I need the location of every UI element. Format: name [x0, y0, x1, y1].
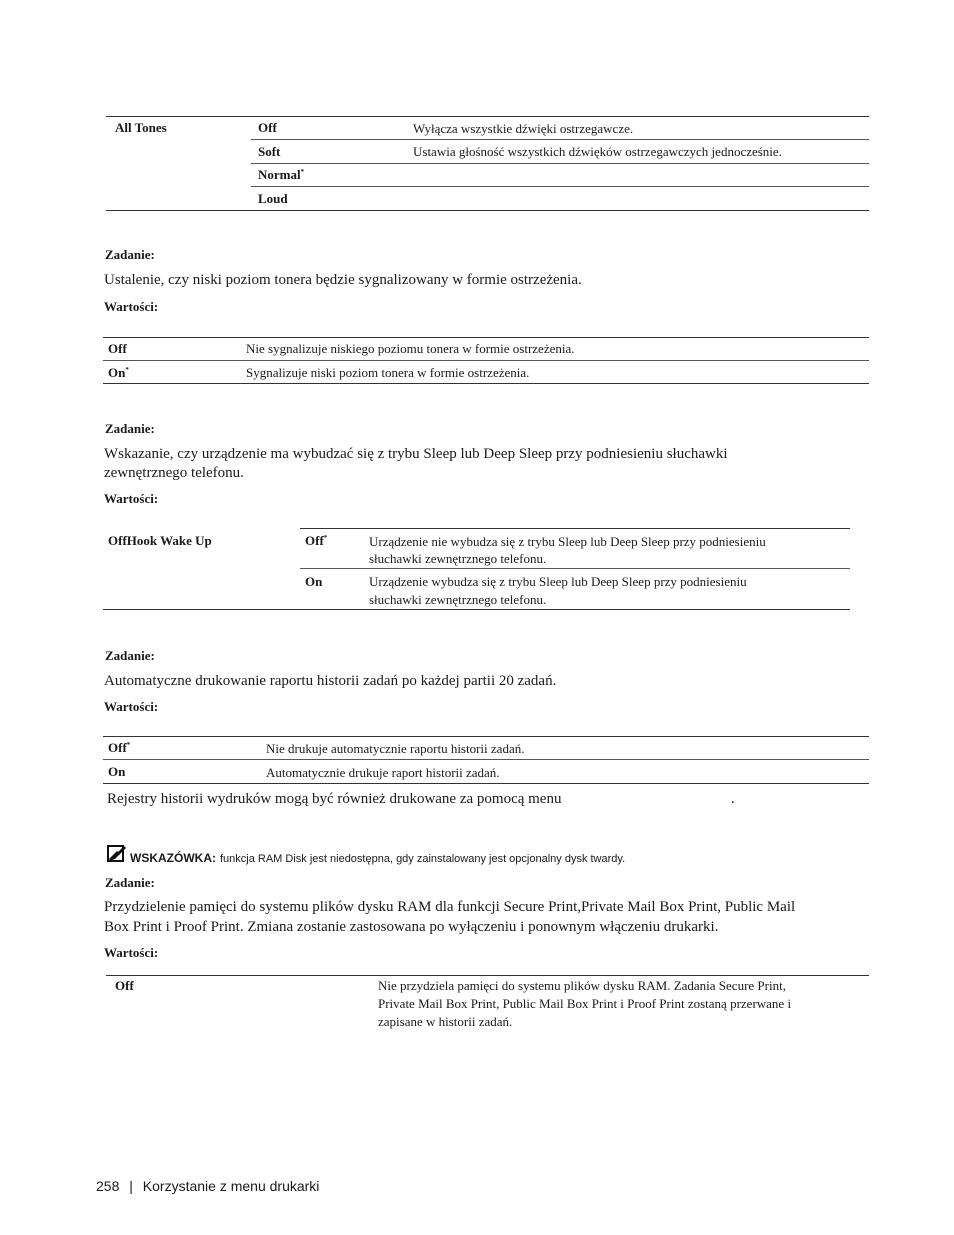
- value-desc: Sygnalizuje niski poziom tonera w formie ostrzeżenia.: [246, 365, 530, 380]
- value-normal: Normal*: [258, 167, 305, 182]
- table-top-rule: [300, 528, 850, 529]
- table-bottom-rule: [103, 383, 869, 384]
- task-text-line-1: Przydzielenie pamięci do systemu plików dysku RAM dla funkcji Secure Print,Private Mail Box Print, Public Mail: [104, 899, 796, 915]
- value-off: Off*: [108, 740, 131, 755]
- value-desc: Wyłącza wszystkie dźwięki ostrzegawcze.: [413, 121, 634, 136]
- value-desc: Nie drukuje automatycznie raportu historii zadań.: [266, 741, 525, 756]
- table-top-rule: [106, 116, 869, 117]
- default-marker: *: [125, 366, 129, 374]
- setting-name: All Tones: [115, 120, 167, 135]
- note-text: funkcja RAM Disk jest niedostępna, gdy zainstalowany jest opcjonalny dysk twardy.: [219, 853, 626, 865]
- table-top-rule: [106, 975, 869, 976]
- task-text: Automatyczne drukowanie raportu historii zadań po każdej partii 20 zadań.: [104, 673, 557, 689]
- row-divider: [251, 139, 869, 140]
- value-off: Off*: [305, 533, 328, 548]
- row-divider: [103, 759, 869, 760]
- after-text: Rejestry historii wydruków mogą być również drukowane za pomocą menu: [107, 791, 562, 807]
- table-bottom-rule: [103, 783, 869, 784]
- value-on: On: [108, 764, 126, 779]
- value-desc-line-2: słuchawki zewnętrznego telefonu.: [369, 551, 547, 566]
- value-desc-line-1: Urządzenie nie wybudza się z trybu Sleep lub Deep Sleep przy podniesieniu: [369, 534, 766, 549]
- value-loud: Loud: [258, 191, 288, 206]
- table-bottom-rule: [103, 609, 850, 610]
- task-label: Zadanie:: [105, 421, 155, 436]
- task-label: Zadanie:: [105, 875, 155, 890]
- row-divider: [251, 186, 869, 187]
- value-desc-line-1: Nie przydziela pamięci do systemu plików dysku RAM. Zadania Secure Print,: [378, 978, 786, 993]
- table-bottom-rule: [106, 210, 869, 211]
- table-top-rule: [103, 337, 869, 338]
- default-marker: *: [323, 534, 328, 542]
- note-label: WSKAZÓWKA:: [130, 851, 216, 865]
- values-label: Wartości:: [104, 945, 159, 960]
- values-label: Wartości:: [104, 491, 159, 506]
- value-off: Off: [108, 341, 127, 356]
- task-text-line-2: zewnętrznego telefonu.: [104, 465, 244, 481]
- value-desc: Ustawia głośność wszystkich dźwięków ostrzegawczych jednocześnie.: [413, 144, 782, 159]
- value-off: Off: [258, 120, 277, 135]
- page-footer: [96, 1178, 319, 1194]
- default-marker: *: [300, 168, 305, 176]
- value-off: Off: [115, 978, 134, 993]
- value-desc-line-3: zapisane w historii zadań.: [378, 1014, 513, 1029]
- table-top-rule: [103, 736, 869, 737]
- after-period: .: [731, 791, 735, 807]
- task-label: Zadanie:: [105, 648, 155, 663]
- value-soft: Soft: [258, 144, 281, 159]
- chapter-title: Korzystanie z menu drukarki: [142, 1178, 320, 1194]
- setting-name: OffHook Wake Up: [108, 533, 212, 548]
- task-label: Zadanie:: [105, 247, 155, 262]
- value-desc: Automatycznie drukuje raport historii zadań.: [266, 765, 500, 780]
- row-divider: [300, 568, 850, 569]
- values-label: Wartości:: [104, 299, 159, 314]
- task-text-line-2: Box Print i Proof Print. Zmiana zostanie zastosowana po wyłączeniu i ponownym włączeniu drukarki.: [104, 919, 719, 935]
- value-desc: Nie sygnalizuje niskiego poziomu tonera w formie ostrzeżenia.: [246, 341, 575, 356]
- value-on: On*: [108, 365, 129, 380]
- task-text: Ustalenie, czy niski poziom tonera będzie sygnalizowany w formie ostrzeżenia.: [104, 272, 582, 288]
- row-divider: [103, 360, 869, 361]
- value-desc-line-1: Urządzenie wybudza się z trybu Sleep lub Deep Sleep przy podniesieniu: [369, 574, 747, 589]
- values-label: Wartości:: [104, 699, 159, 714]
- value-on: On: [305, 574, 323, 589]
- page-number: 258: [96, 1178, 120, 1194]
- task-text-line-1: Wskazanie, czy urządzenie ma wybudzać się z trybu Sleep lub Deep Sleep przy podniesieniu słuchawki: [104, 446, 728, 462]
- row-divider: [251, 163, 869, 164]
- note-content: [130, 849, 625, 867]
- value-desc-line-2: słuchawki zewnętrznego telefonu.: [369, 592, 547, 607]
- footer-separator: |: [129, 1178, 133, 1194]
- value-desc-line-2: Private Mail Box Print, Public Mail Box Print i Proof Print zostaną przerwane i: [378, 996, 792, 1011]
- default-marker: *: [126, 741, 131, 749]
- note-pencil-icon: [107, 843, 127, 863]
